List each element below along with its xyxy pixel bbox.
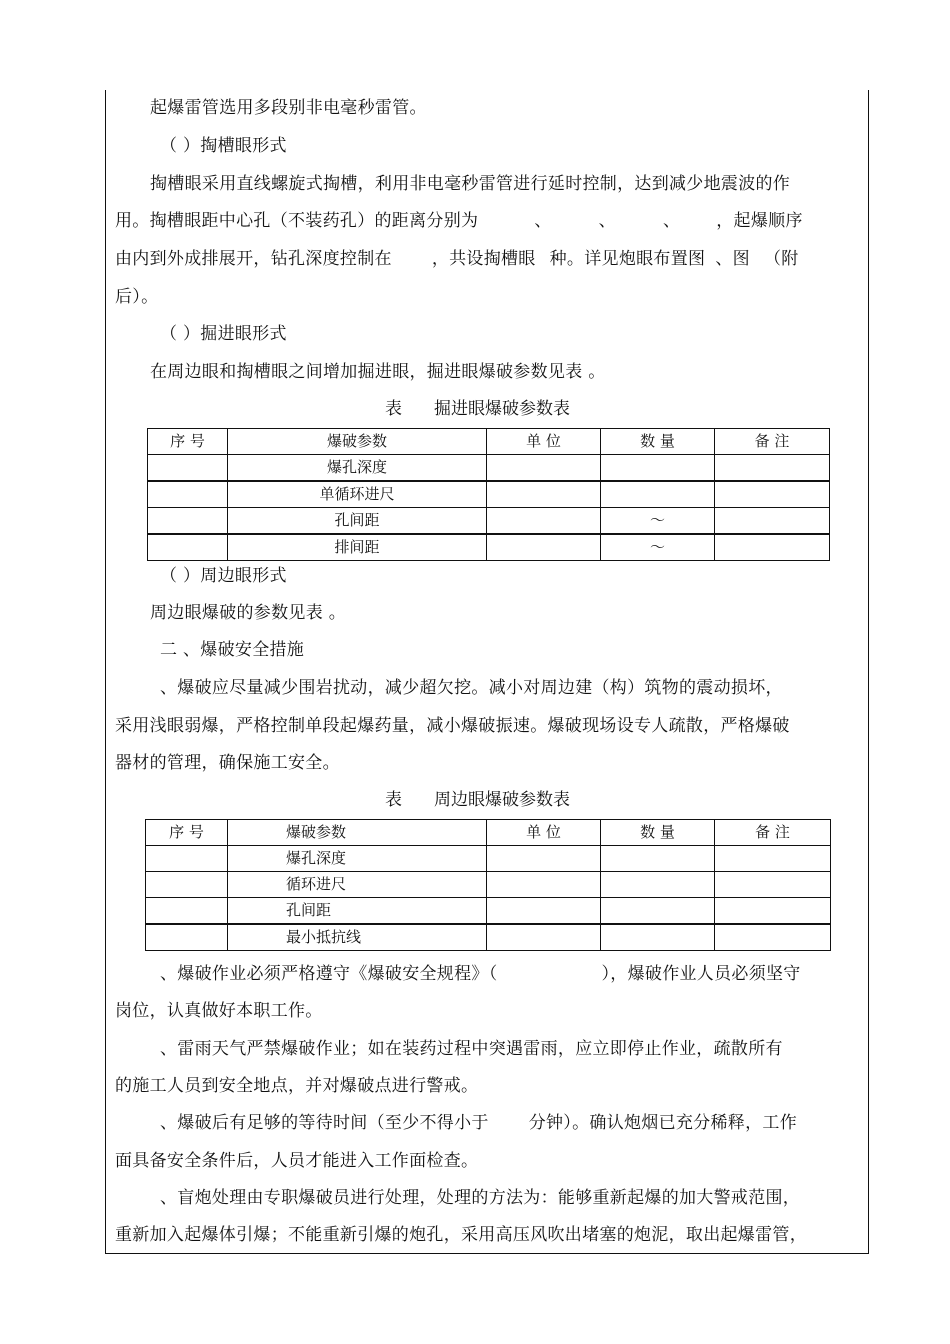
paragraph-safety-4-line1 <box>160 1113 905 1133</box>
table-row <box>148 508 830 535</box>
text-segment: 、 <box>662 211 681 231</box>
table-cell: 循环进尺 <box>228 872 487 898</box>
table-cell <box>715 924 831 951</box>
table-cell <box>487 872 601 898</box>
table-cell: 最小抵抗线 <box>228 924 487 951</box>
table-cell <box>601 898 715 925</box>
text-segment: 分钟）。确认炮烟已充分稀释，工作 <box>528 1113 798 1133</box>
table-cell <box>148 508 228 535</box>
table-row <box>146 872 831 898</box>
table-cell <box>487 455 601 482</box>
text-segment: 用。掏槽眼距中心孔（不装药孔）的距离分别为 <box>115 211 479 231</box>
table-cell <box>715 872 831 898</box>
table-cell <box>601 924 715 951</box>
header-cell: 单 位 <box>487 820 601 846</box>
text-segment: 、爆破后有足够的等待时间（至少不得小于 <box>160 1113 489 1133</box>
table-cell: 爆孔深度 <box>228 455 487 482</box>
table-row <box>148 455 830 482</box>
caption-title: 掘进眼爆破参数表 <box>434 399 570 419</box>
heading-driving-hole: （ ）掘进眼形式 <box>160 324 287 344</box>
text-segment: ，共设掏槽眼 <box>431 249 536 269</box>
paragraph-safety-4-line2: 面具备安全条件后，人员才能进入工作面检查。 <box>115 1151 479 1171</box>
header-cell: 备 注 <box>715 820 831 846</box>
text-segment: 、图 <box>715 249 750 269</box>
table-cell <box>487 481 601 508</box>
caption-prefix: 表 <box>385 790 402 810</box>
paragraph-safety-1-line2: 采用浅眼弱爆，严格控制单段起爆药量，减小爆破振速。爆破现场设专人疏散，严格爆破 <box>115 716 790 736</box>
table-header-row <box>148 429 830 455</box>
paragraph-safety-1-line1: 、爆破应尽量减少围岩扰动，减少超欠挖。减小对周边建（构）筑物的震动损坏， <box>160 678 783 698</box>
paragraph-safety-3-line2: 的施工人员到安全地点，并对爆破点进行警戒。 <box>115 1076 479 1096</box>
table-cell <box>487 508 601 535</box>
table-row <box>148 534 830 561</box>
table-cell <box>146 872 228 898</box>
table-header-row <box>146 820 831 846</box>
text-segment: ，起爆顺序 <box>716 211 803 231</box>
table-cell: ～ <box>601 508 715 535</box>
text-segment: 由内到外成排展开，钻孔深度控制在 <box>115 249 392 269</box>
table-cell <box>146 898 228 925</box>
table-row <box>148 481 830 508</box>
table2-caption <box>385 790 570 810</box>
heading-perimeter-hole: （ ）周边眼形式 <box>160 566 287 586</box>
table-cell <box>487 898 601 925</box>
table-cell <box>148 455 228 482</box>
table-cell <box>715 481 830 508</box>
table-cell <box>715 534 830 561</box>
paragraph-cut-hole-2 <box>115 211 860 231</box>
table-cell: 孔间距 <box>228 898 487 925</box>
paragraph-cut-hole-3 <box>115 249 860 269</box>
header-cell: 序 号 <box>146 820 228 846</box>
text-segment: 种。详见炮眼布置图 <box>549 249 706 269</box>
table-cell <box>715 898 831 925</box>
table-cell: 排间距 <box>228 534 487 561</box>
table-row <box>146 924 831 951</box>
table-cell <box>146 924 228 951</box>
driving-hole-parameter-table <box>147 428 830 561</box>
table-cell <box>601 872 715 898</box>
text-segment: （附 <box>763 249 799 269</box>
paragraph-perimeter-hole: 周边眼爆破的参数见表 。 <box>150 603 347 623</box>
table-cell: ～ <box>601 534 715 561</box>
table-cell <box>715 455 830 482</box>
table-cell <box>148 534 228 561</box>
text-segment: 、 <box>534 211 552 231</box>
header-cell: 爆破参数 <box>228 820 487 846</box>
paragraph-driving-hole: 在周边眼和掏槽眼之间增加掘进眼，掘进眼爆破参数见表 。 <box>150 362 606 382</box>
header-cell: 备 注 <box>715 429 830 455</box>
paragraph-cut-hole-1: 掏槽眼采用直线螺旋式掏槽，利用非电毫秒雷管进行延时控制，达到减少地震波的作 <box>150 174 791 194</box>
table-cell <box>487 846 601 872</box>
table-cell <box>146 846 228 872</box>
caption-title: 周边眼爆破参数表 <box>434 790 570 810</box>
table-cell: 孔间距 <box>228 508 487 535</box>
heading-cut-hole: （ ）掏槽眼形式 <box>160 136 287 156</box>
table-cell <box>487 534 601 561</box>
paragraph-safety-2-line1 <box>160 964 905 984</box>
header-cell: 数 量 <box>601 820 715 846</box>
header-cell: 爆破参数 <box>228 429 487 455</box>
table-cell <box>148 481 228 508</box>
paragraph-safety-5-line2: 重新加入起爆体引爆；不能重新引爆的炮孔，采用高压风吹出堵塞的炮泥，取出起爆雷管， <box>115 1225 807 1245</box>
table-cell <box>487 924 601 951</box>
text-segment: 、爆破作业必须严格遵守《爆破安全规程》（ <box>160 964 498 984</box>
text-segment: ），爆破作业人员必须坚守 <box>601 964 801 984</box>
header-cell: 序 号 <box>148 429 228 455</box>
table-cell <box>601 455 715 482</box>
paragraph-safety-3-line1: 、雷雨天气严禁爆破作业；如在装药过程中突遇雷雨，应立即停止作业，疏散所有 <box>160 1039 783 1059</box>
caption-prefix: 表 <box>385 399 402 419</box>
heading-safety-measures: 二 、爆破安全措施 <box>160 640 305 660</box>
perimeter-hole-parameter-table <box>145 819 831 951</box>
table-cell <box>715 846 831 872</box>
table-cell: 爆孔深度 <box>228 846 487 872</box>
paragraph-safety-2-line2: 岗位，认真做好本职工作。 <box>115 1001 323 1021</box>
text-segment: 、 <box>598 211 616 231</box>
table-row <box>146 898 831 925</box>
table-cell: 单循环进尺 <box>228 481 487 508</box>
header-cell: 单 位 <box>487 429 601 455</box>
paragraph-safety-5-line1: 、盲炮处理由专职爆破员进行处理，处理的方法为：能够重新起爆的加大警戒范围， <box>160 1188 801 1208</box>
table-row <box>146 846 831 872</box>
paragraph-detonator: 起爆雷管选用多段别非电毫秒雷管。 <box>150 98 427 118</box>
table1-caption <box>385 399 570 419</box>
table-cell <box>601 481 715 508</box>
header-cell: 数 量 <box>601 429 715 455</box>
table-cell <box>715 508 830 535</box>
paragraph-cut-hole-4: 后）。 <box>115 287 159 307</box>
paragraph-safety-1-line3: 器材的管理，确保施工安全。 <box>115 753 340 773</box>
table-cell <box>601 846 715 872</box>
